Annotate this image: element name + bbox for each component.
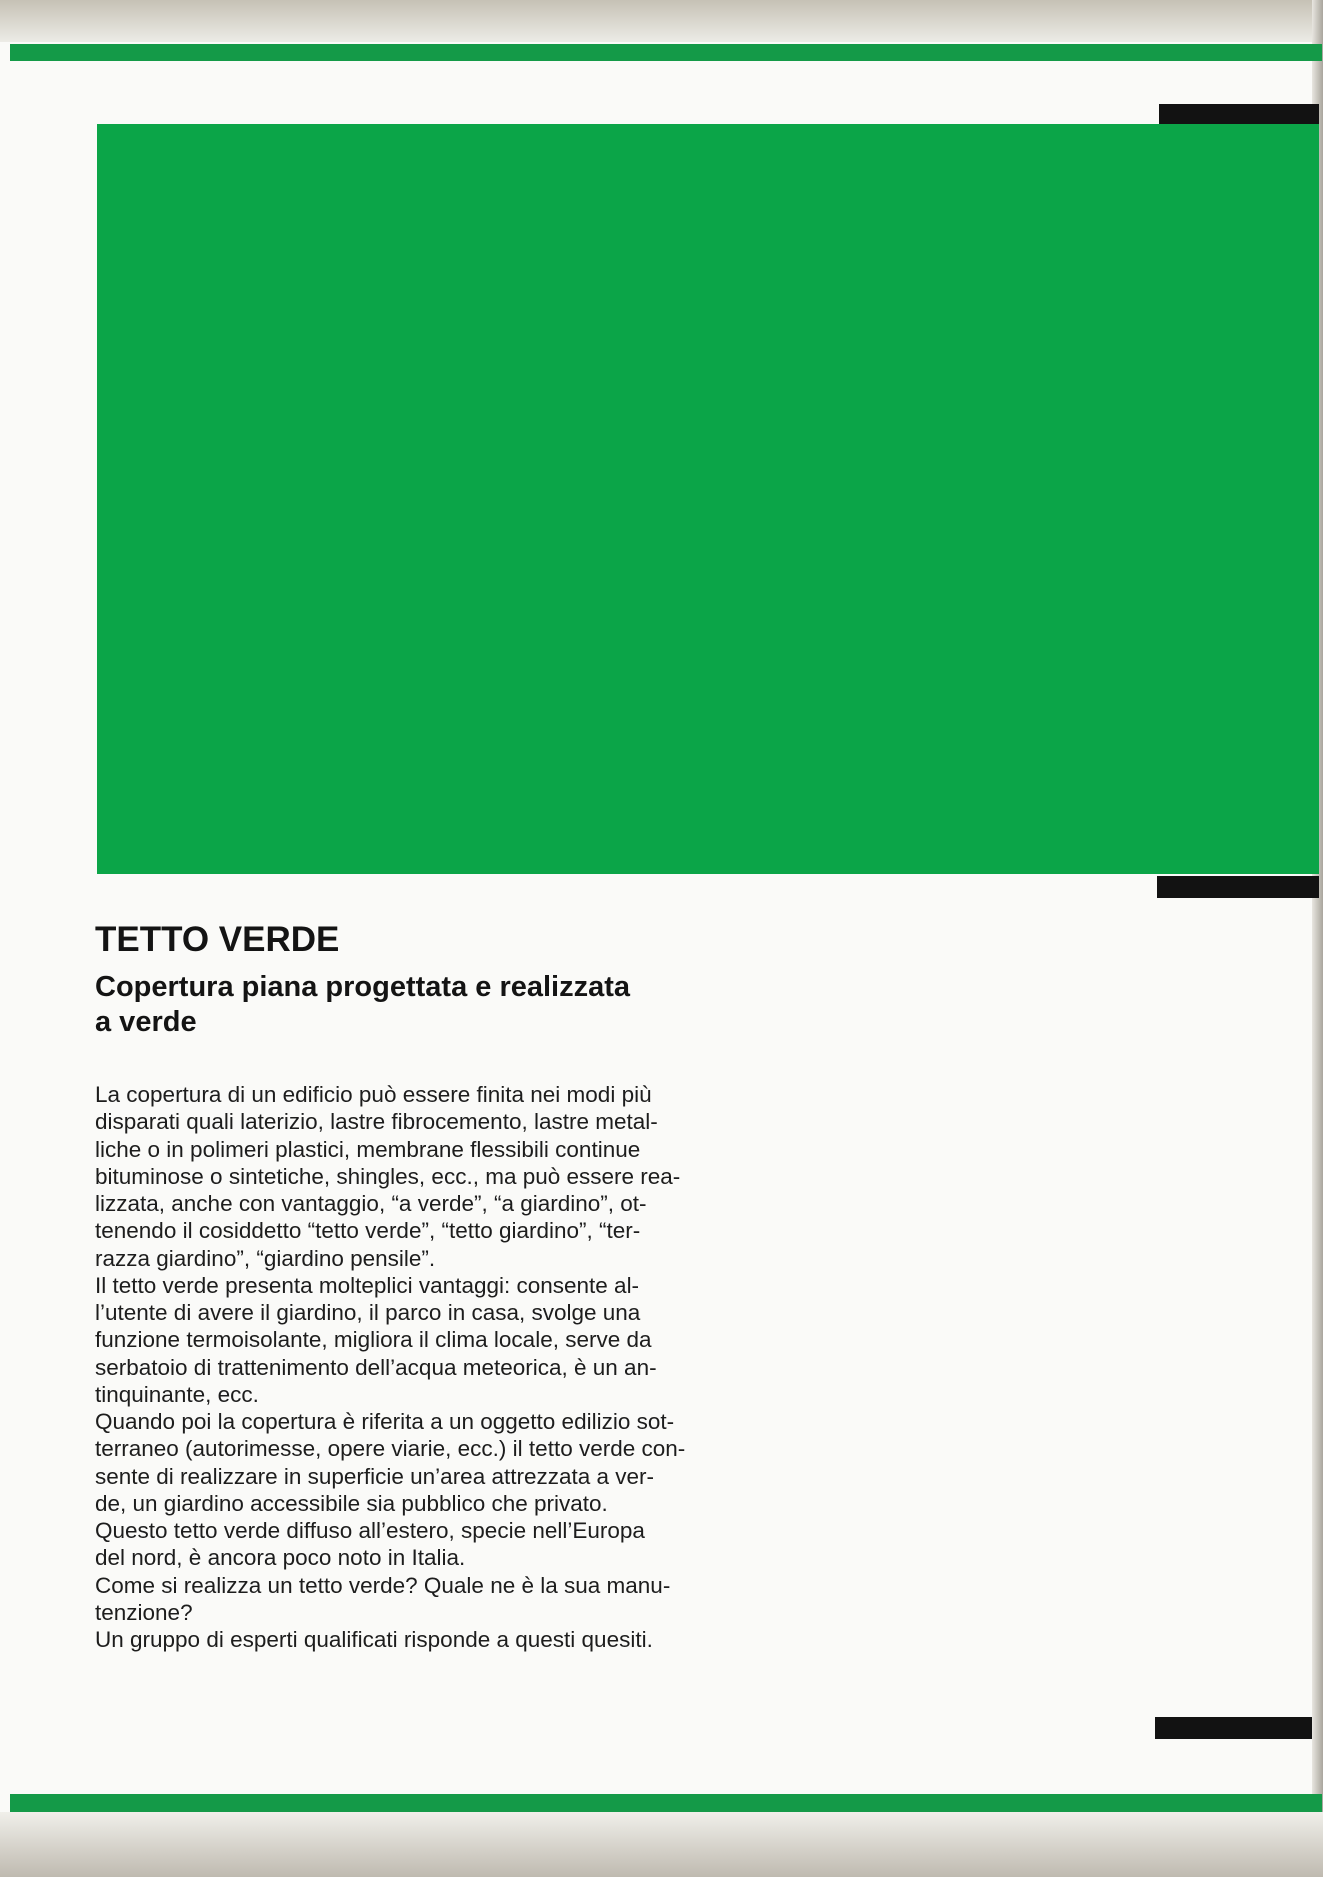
body-line: Quando poi la copertura è riferita a un oggetto edilizio sot- — [95, 1409, 675, 1434]
body-line: del nord, è ancora poco noto in Italia. — [95, 1545, 466, 1571]
black-marker-bar-bottom — [1155, 1717, 1312, 1739]
body-line: serbatoio di trattenimento dell’acqua meteorica, è un an- — [95, 1354, 657, 1380]
top-green-stripe — [10, 44, 1322, 61]
subtitle-line: a verde — [95, 1006, 197, 1038]
page-title: TETTO VERDE — [95, 920, 340, 959]
body-line: sente di realizzare in superficie un’area attrezzata a ver- — [95, 1463, 655, 1489]
body-line: tenendo il cosiddetto “tetto verde”, “tetto giardino”, “ter- — [95, 1218, 641, 1244]
scan-bottom-edge — [0, 1812, 1323, 1877]
body-line: Questo tetto verde diffuso all’estero, specie nell’Europa — [95, 1518, 645, 1543]
body-line: Un gruppo di esperti qualificati risponde a questi quesiti. — [95, 1627, 653, 1652]
body-line: disparati quali laterizio, lastre fibrocemento, lastre metal- — [95, 1109, 658, 1135]
black-marker-bar-top — [1159, 104, 1319, 124]
body-line: Il tetto verde presenta molteplici vantaggi: consente al- — [95, 1272, 640, 1298]
body-line: l’utente di avere il giardino, il parco in casa, svolge una — [95, 1300, 641, 1325]
body-line: La copertura di un edificio può essere finita nei modi più — [95, 1082, 652, 1107]
subtitle-line: Copertura piana progettata e realizzata — [95, 971, 631, 1003]
bottom-green-stripe — [10, 1794, 1322, 1812]
black-marker-bar-middle — [1157, 876, 1319, 898]
body-line: tenzione? — [95, 1599, 193, 1625]
scan-top-edge — [0, 0, 1323, 42]
body-line: liche o in polimeri plastici, membrane flessibili continue — [95, 1136, 641, 1162]
body-line: de, un giardino accessibile sia pubblico che privato. — [95, 1490, 608, 1516]
body-paragraph — [95, 1081, 685, 1653]
body-line: razza giardino”, “giardino pensile”. — [95, 1245, 436, 1271]
body-line: bituminose o sintetiche, shingles, ecc., ma può essere rea- — [95, 1163, 681, 1189]
body-line: funzione termoisolante, migliora il clima locale, serve da — [95, 1327, 652, 1353]
body-line: lizzata, anche con vantaggio, “a verde”, “a giardino”, ot- — [95, 1191, 647, 1216]
body-line: terraneo (autorimesse, opere viarie, ecc.) il tetto verde con- — [95, 1436, 686, 1462]
body-line: Come si realizza un tetto verde? Quale ne è la sua manu- — [95, 1572, 671, 1598]
page-subtitle — [95, 970, 775, 1040]
green-cover-panel — [97, 124, 1319, 874]
body-line: tinquinante, ecc. — [95, 1381, 259, 1407]
